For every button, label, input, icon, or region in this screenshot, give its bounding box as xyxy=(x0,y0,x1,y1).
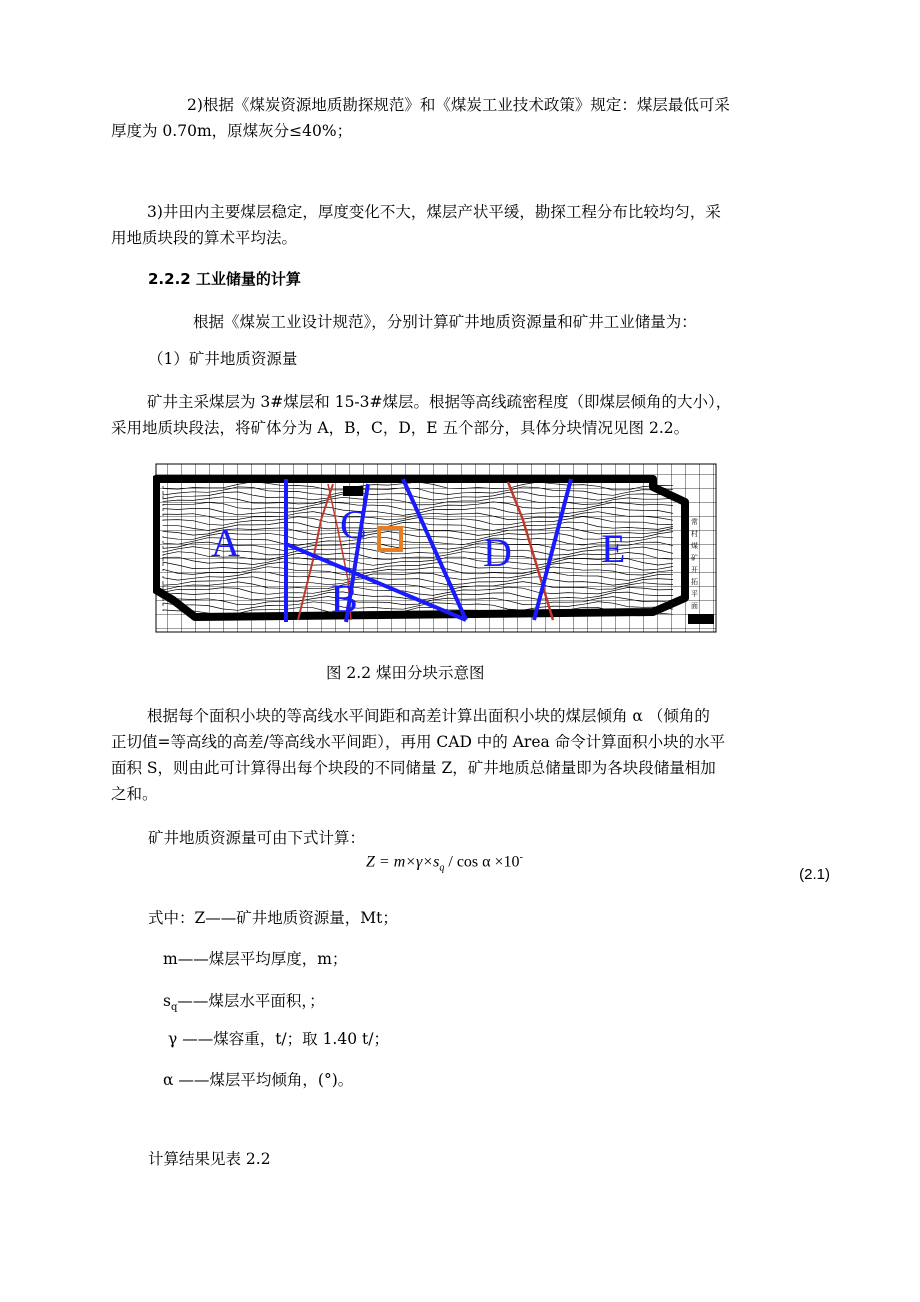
para-1-line-2: 厚度为 0.70m，原煤灰分≤40%； xyxy=(111,122,353,140)
para-5-line-1: 根据每个面积小块的等高线水平间距和高差计算出面积小块的煤层倾角 α （倾角的 xyxy=(147,707,710,725)
block-label-b: B xyxy=(331,576,358,621)
map-side-title xyxy=(691,517,698,622)
map-side-title-char: 平 xyxy=(691,590,698,598)
equation-main: Z = m×γ×s xyxy=(366,853,440,871)
shaft-marker xyxy=(343,486,363,496)
para-5 xyxy=(111,703,831,807)
def-sq-subscript: q xyxy=(170,1002,178,1014)
para-5-line-3: 面积 S，则由此可计算得出每个块段的不同储量 Z，矿井地质总储量即为各块段储量相加 xyxy=(111,759,716,777)
coalfield-map xyxy=(153,460,718,636)
para-4 xyxy=(111,389,831,441)
block-label-a: A xyxy=(211,520,240,565)
coalfield-block-figure xyxy=(153,460,718,636)
def-sq-symbol: s xyxy=(163,992,171,1010)
def-sq-text: ——煤层水平面积，； xyxy=(177,992,325,1010)
para-6: 矿井地质资源量可由下式计算： xyxy=(148,829,366,847)
map-side-title-char: 开 xyxy=(691,566,698,574)
def-sq xyxy=(163,988,325,1021)
map-side-title-char: 煤 xyxy=(691,542,698,550)
def-alpha: α ——煤层平均倾角，(°)。 xyxy=(163,1071,354,1089)
map-side-title-char: 图 xyxy=(691,614,698,622)
equation-number: (2.1) xyxy=(799,866,830,883)
map-side-title-char: 矿 xyxy=(691,554,698,562)
block-label-d: D xyxy=(483,530,512,575)
para-1-line-1: 2)根据《煤炭资源地质勘探规范》和《煤炭工业技术政策》规定：煤层最低可采 xyxy=(187,96,730,114)
equation-superscript: - xyxy=(519,852,523,863)
map-side-title-char: 拓 xyxy=(691,578,698,586)
para-5-line-2: 正切值=等高线的高差/等高线水平间距），再用 CAD 中的 Area 命令计算面积小块的水平 xyxy=(111,733,726,751)
para-3: 根据《煤炭工业设计规范》，分别计算矿井地质资源量和矿井工业储量为： xyxy=(193,313,697,331)
figure-caption: 图 2.2 煤田分块示意图 xyxy=(326,664,485,682)
para-7: 计算结果见表 2.2 xyxy=(148,1150,271,1168)
def-m: m——煤层平均厚度，m； xyxy=(163,950,348,968)
para-1 xyxy=(111,92,831,144)
para-2-line-2: 用地质块段的算术平均法。 xyxy=(111,229,298,247)
para-4-line-1: 矿井主采煤层为 3#煤层和 15-3#煤层。根据等高线疏密程度（即煤层倾角的大小）， xyxy=(147,393,732,411)
list-item-1: （1）矿井地质资源量 xyxy=(148,350,298,368)
block-label-c: C xyxy=(340,502,367,547)
para-2-line-1: 3)井田内主要煤层稳定，厚度变化不大，煤层产状平缓，勘探工程分布比较均匀，采 xyxy=(147,203,721,221)
para-2 xyxy=(111,199,831,251)
equation xyxy=(366,852,523,874)
section-heading: 2.2.2 工业储量的计算 xyxy=(148,270,301,288)
def-z: 式中：Z——矿井地质资源量，Mt； xyxy=(148,909,398,927)
block-label-e: E xyxy=(601,526,626,571)
para-5-line-4: 之和。 xyxy=(111,785,158,803)
def-gamma: γ ——煤容重，t/；取 1.40 t/； xyxy=(168,1030,389,1048)
para-4-line-2: 采用地质块段法，将矿体分为 A，B，C，D，E 五个部分，具体分块情况见图 2.2。 xyxy=(111,419,690,437)
map-side-title-char: 面 xyxy=(691,602,698,610)
map-side-title-char: 村 xyxy=(691,530,698,538)
map-side-title-char: 常 xyxy=(691,518,698,526)
equation-subscript: q xyxy=(439,862,445,874)
equation-rest: / cos α ×10 xyxy=(444,853,520,871)
